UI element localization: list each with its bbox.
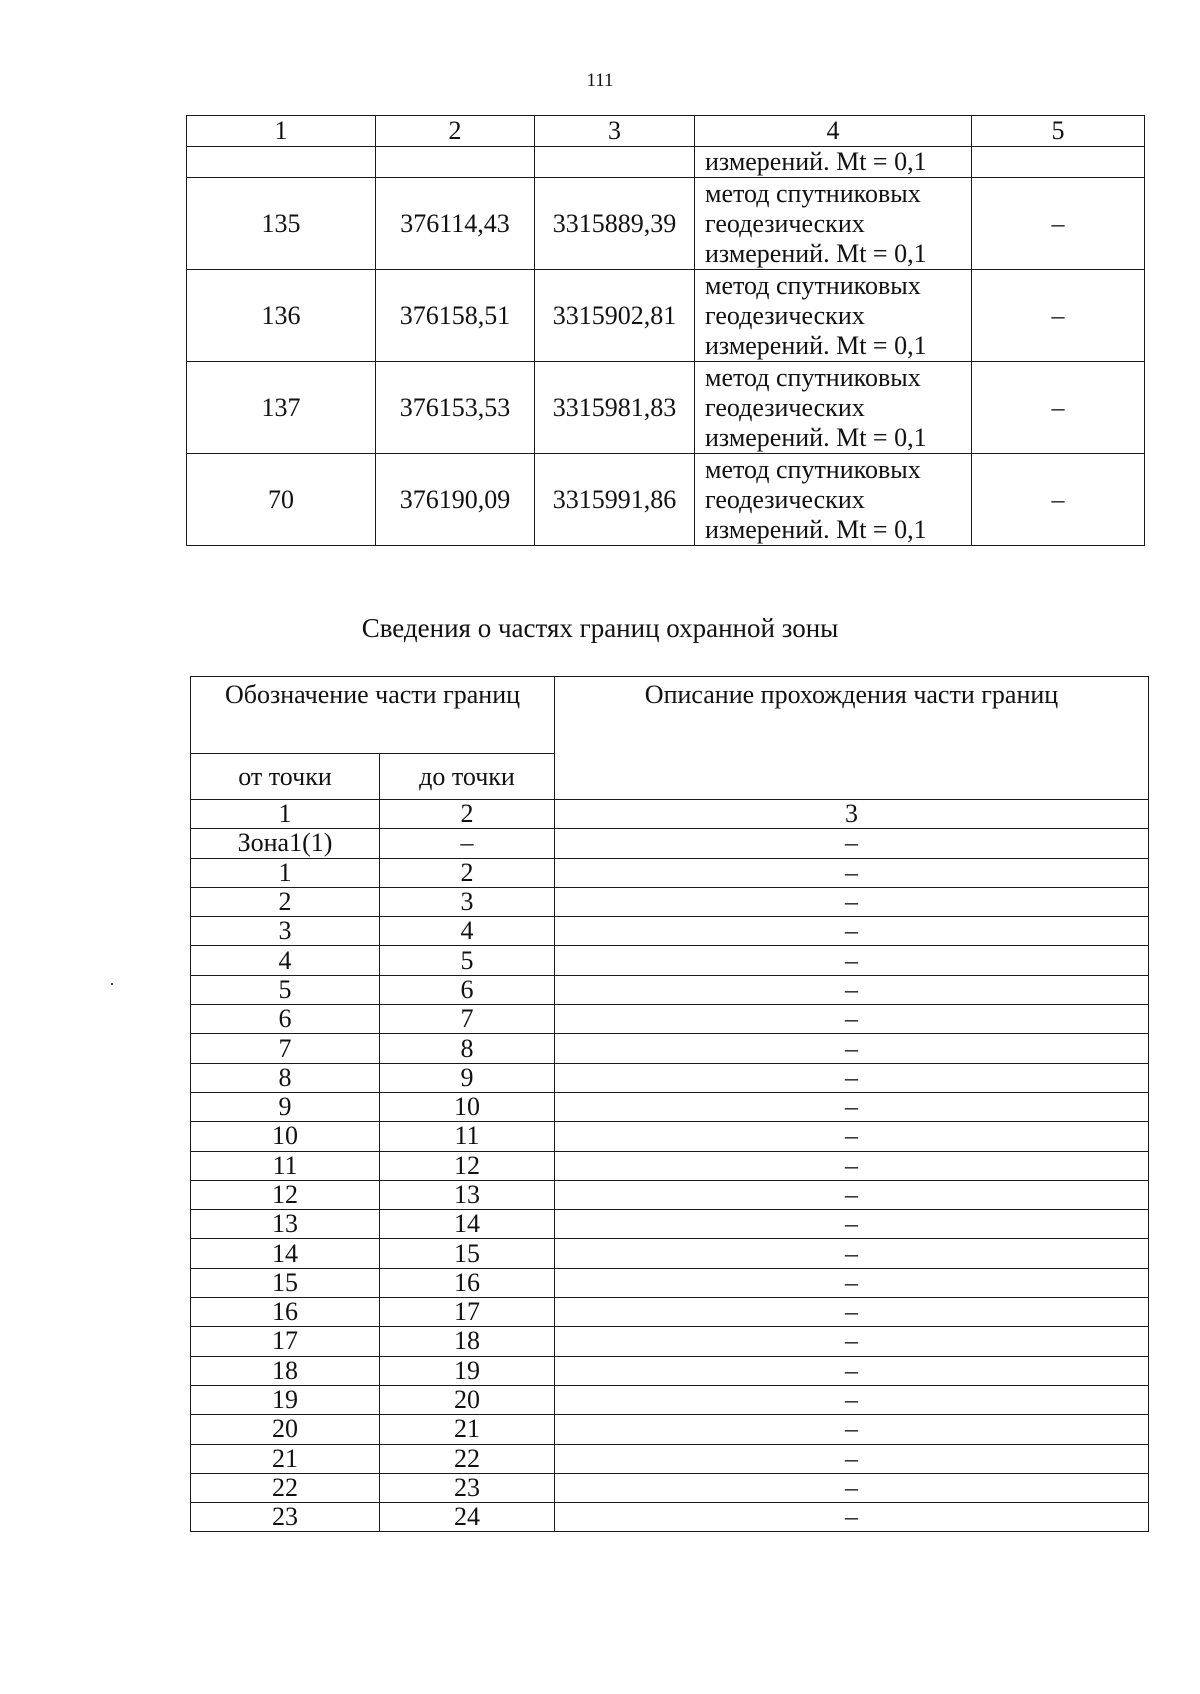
- part-description: –: [555, 917, 1149, 946]
- from-point: 23: [191, 1503, 380, 1532]
- to-point: 22: [380, 1444, 555, 1473]
- to-point: 11: [380, 1122, 555, 1151]
- part-description: –: [555, 1034, 1149, 1063]
- from-point: 9: [191, 1092, 380, 1121]
- method-description: [695, 362, 972, 454]
- coordinate-row: [187, 362, 1145, 454]
- note-dash: –: [972, 362, 1145, 454]
- from-point: 4: [191, 946, 380, 975]
- coordinate-row: [187, 178, 1145, 270]
- cell-empty: [376, 147, 535, 178]
- from-point: 14: [191, 1239, 380, 1268]
- boundary-part-row: [191, 1415, 1149, 1444]
- boundary-part-row: [191, 1356, 1149, 1385]
- from-point: 6: [191, 1005, 380, 1034]
- method-description-line: геодезических: [705, 484, 865, 514]
- from-point: 11: [191, 1151, 380, 1180]
- boundary-part-row: [191, 975, 1149, 1004]
- method-description-line: метод спутниковых: [705, 362, 921, 392]
- boundary-part-row: [191, 1473, 1149, 1502]
- coordinate-row: [187, 270, 1145, 362]
- boundary-part-row: [191, 1210, 1149, 1239]
- column-number-row: [191, 800, 1149, 829]
- boundary-part-row: [191, 858, 1149, 887]
- part-description: –: [555, 1005, 1149, 1034]
- method-description: [695, 178, 972, 270]
- page-number: 111: [586, 70, 614, 91]
- boundary-part-row: [191, 1268, 1149, 1297]
- method-description-line: геодезических: [705, 300, 865, 330]
- to-point: 17: [380, 1298, 555, 1327]
- coordinate-y: 3315902,81: [535, 270, 695, 362]
- point-number: 135: [187, 178, 376, 270]
- to-point: 12: [380, 1151, 555, 1180]
- boundary-part-row: [191, 1180, 1149, 1209]
- part-description: –: [555, 946, 1149, 975]
- method-description-line: метод спутниковых: [705, 178, 921, 208]
- to-point: 16: [380, 1268, 555, 1297]
- coordinate-row: [187, 454, 1145, 546]
- description-header: Описание прохождения части границ: [555, 677, 1149, 800]
- to-point: 4: [380, 917, 555, 946]
- boundary-part-row: [191, 917, 1149, 946]
- part-description: –: [555, 1385, 1149, 1414]
- column-number: 2: [380, 800, 555, 829]
- coordinate-y: 3315991,86: [535, 454, 695, 546]
- method-description-line: измерений. Mt = 0,1: [705, 514, 927, 544]
- to-point: 18: [380, 1327, 555, 1356]
- coordinate-x: 376158,51: [376, 270, 535, 362]
- point-number: 136: [187, 270, 376, 362]
- cell-empty: [187, 147, 376, 178]
- from-point: 7: [191, 1034, 380, 1063]
- to-point: 21: [380, 1415, 555, 1444]
- from-point: 16: [191, 1298, 380, 1327]
- stray-mark: [111, 983, 113, 985]
- from-point: Зона1(1): [191, 829, 380, 858]
- from-point: 19: [191, 1385, 380, 1414]
- part-description: –: [555, 1180, 1149, 1209]
- column-number: 4: [695, 116, 972, 147]
- to-point: 23: [380, 1473, 555, 1502]
- point-number: 137: [187, 362, 376, 454]
- part-description: –: [555, 1415, 1149, 1444]
- part-description: –: [555, 1092, 1149, 1121]
- from-point: 21: [191, 1444, 380, 1473]
- part-description: –: [555, 1210, 1149, 1239]
- boundary-part-row: [191, 1385, 1149, 1414]
- to-point: 6: [380, 975, 555, 1004]
- to-point: 19: [380, 1356, 555, 1385]
- column-number: 3: [555, 800, 1149, 829]
- to-point: –: [380, 829, 555, 858]
- note-dash: –: [972, 270, 1145, 362]
- part-description: –: [555, 1268, 1149, 1297]
- boundary-part-row: [191, 829, 1149, 858]
- part-description: –: [555, 829, 1149, 858]
- to-point: 9: [380, 1063, 555, 1092]
- to-point: 10: [380, 1092, 555, 1121]
- method-description-line: измерений. Mt = 0,1: [705, 422, 927, 452]
- from-point: 15: [191, 1268, 380, 1297]
- boundary-part-row: [191, 1444, 1149, 1473]
- boundary-part-row: [191, 887, 1149, 916]
- coordinates-table: [186, 115, 1145, 546]
- method-description: измерений. Mt = 0,1: [695, 147, 972, 178]
- part-description: –: [555, 887, 1149, 916]
- boundary-parts-table: [190, 676, 1149, 1532]
- section-heading: Сведения о частях границ охранной зоны: [361, 613, 839, 643]
- part-description: –: [555, 1444, 1149, 1473]
- from-point: 22: [191, 1473, 380, 1502]
- to-point: 24: [380, 1503, 555, 1532]
- coordinate-x: 376153,53: [376, 362, 535, 454]
- part-description: –: [555, 1151, 1149, 1180]
- coordinate-y: 3315889,39: [535, 178, 695, 270]
- column-number: 2: [376, 116, 535, 147]
- from-point: 12: [191, 1180, 380, 1209]
- coordinate-x: 376114,43: [376, 178, 535, 270]
- from-point: 13: [191, 1210, 380, 1239]
- method-description-line: геодезических: [705, 208, 865, 238]
- part-description: –: [555, 1473, 1149, 1502]
- column-number: 5: [972, 116, 1145, 147]
- cell-empty: [972, 147, 1145, 178]
- to-point: 13: [380, 1180, 555, 1209]
- from-point: 18: [191, 1356, 380, 1385]
- note-dash: –: [972, 178, 1145, 270]
- part-description: –: [555, 1327, 1149, 1356]
- from-point: 20: [191, 1415, 380, 1444]
- method-description-line: измерений. Mt = 0,1: [705, 330, 927, 360]
- boundary-part-row: [191, 1092, 1149, 1121]
- coordinate-y: 3315981,83: [535, 362, 695, 454]
- method-description-line: метод спутниковых: [705, 270, 921, 300]
- method-description: [695, 454, 972, 546]
- part-description: –: [555, 1063, 1149, 1092]
- column-number: 3: [535, 116, 695, 147]
- boundary-part-row: [191, 1503, 1149, 1532]
- from-point: 8: [191, 1063, 380, 1092]
- from-point: 3: [191, 917, 380, 946]
- part-description: –: [555, 1298, 1149, 1327]
- to-point: 20: [380, 1385, 555, 1414]
- from-point: 17: [191, 1327, 380, 1356]
- boundary-part-row: [191, 946, 1149, 975]
- part-description: –: [555, 1356, 1149, 1385]
- boundary-part-row: [191, 1298, 1149, 1327]
- boundary-part-row: [191, 1063, 1149, 1092]
- from-point-header: от точки: [191, 754, 380, 800]
- part-description: –: [555, 1503, 1149, 1532]
- boundary-part-row: [191, 1239, 1149, 1268]
- boundary-part-row: [191, 1151, 1149, 1180]
- to-point-header: до точки: [380, 754, 555, 800]
- from-point: 5: [191, 975, 380, 1004]
- to-point: 14: [380, 1210, 555, 1239]
- from-point: 10: [191, 1122, 380, 1151]
- boundary-part-row: [191, 1034, 1149, 1063]
- column-number: 1: [191, 800, 380, 829]
- from-point: 1: [191, 858, 380, 887]
- part-description: –: [555, 975, 1149, 1004]
- boundary-part-row: [191, 1327, 1149, 1356]
- from-point: 2: [191, 887, 380, 916]
- cell-empty: [535, 147, 695, 178]
- method-description-line: измерений. Mt = 0,1: [705, 238, 927, 268]
- to-point: 7: [380, 1005, 555, 1034]
- column-number: 1: [187, 116, 376, 147]
- to-point: 3: [380, 887, 555, 916]
- part-description: –: [555, 1239, 1149, 1268]
- to-point: 5: [380, 946, 555, 975]
- to-point: 8: [380, 1034, 555, 1063]
- coordinate-x: 376190,09: [376, 454, 535, 546]
- continuation-row: [187, 147, 1145, 178]
- boundary-part-row: [191, 1005, 1149, 1034]
- method-description-line: геодезических: [705, 392, 865, 422]
- part-description: –: [555, 858, 1149, 887]
- method-description: [695, 270, 972, 362]
- designation-header: Обозначение части границ: [191, 677, 555, 754]
- method-description-line: метод спутниковых: [705, 454, 921, 484]
- point-number: 70: [187, 454, 376, 546]
- to-point: 2: [380, 858, 555, 887]
- part-description: –: [555, 1122, 1149, 1151]
- column-number-row: [187, 116, 1145, 147]
- boundary-part-row: [191, 1122, 1149, 1151]
- header-row: [191, 677, 1149, 754]
- to-point: 15: [380, 1239, 555, 1268]
- note-dash: –: [972, 454, 1145, 546]
